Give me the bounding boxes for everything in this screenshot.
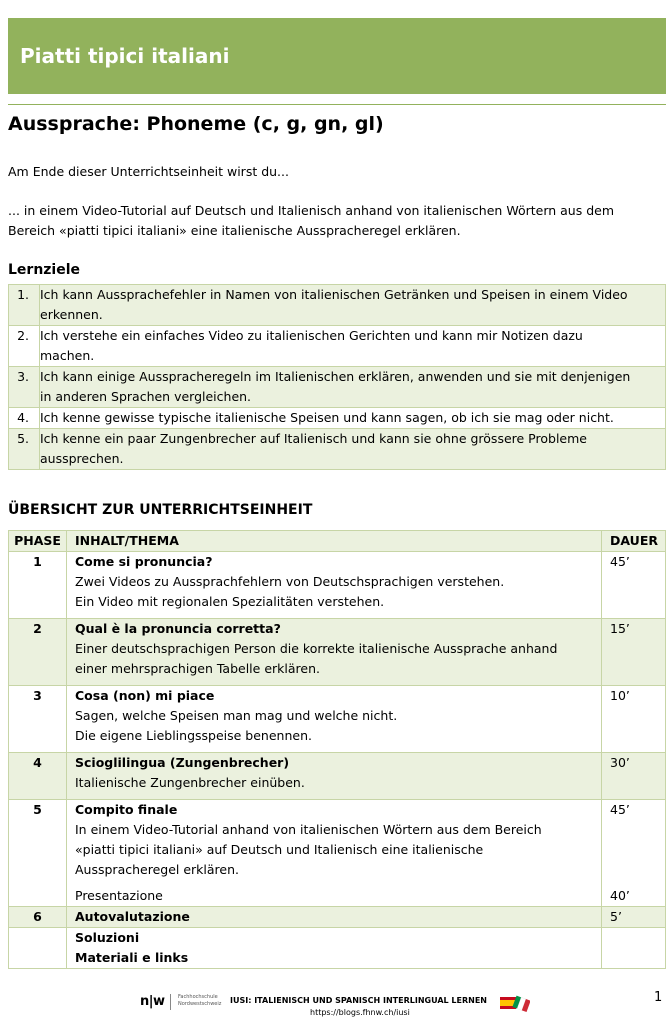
goal-row <box>9 367 666 408</box>
intro-text: Am Ende dieser Unterrichtseinheit wirst du... <box>8 164 289 179</box>
page-number: 1 <box>654 990 663 1005</box>
intro-line: Bereich «piatti tipici italiani» eine italienische Ausspracheregel erklären. <box>8 223 461 238</box>
goal-number: 5. <box>9 429 40 470</box>
row-title: Materiali e links <box>75 950 189 965</box>
goals-table <box>8 284 666 470</box>
row-content <box>67 928 602 969</box>
row-duration: 30’ <box>602 753 666 800</box>
goal-line: Ich kenne gewisse typische italienische Speisen und kann sagen, ob ich sie mag oder nicht. <box>40 410 614 425</box>
logo-text <box>178 994 221 1008</box>
phase-number: 5 <box>9 800 67 907</box>
intro-line: ... in einem Video-Tutorial auf Deutsch und Italienisch anhand von italienischen Wörtern aus dem <box>8 203 615 218</box>
header-phase: PHASE <box>9 531 67 552</box>
row-duration: 10’ <box>602 686 666 753</box>
row-duration: 15’ <box>602 619 666 686</box>
header-content: INHALT/THEMA <box>67 531 602 552</box>
goal-line: aussprechen. <box>40 451 124 466</box>
row-title: Autovalutazione <box>67 907 602 928</box>
goal-text <box>40 367 666 408</box>
table-row <box>9 907 666 928</box>
goal-line: erkennen. <box>40 307 103 322</box>
row-title: Cosa (non) mi piace <box>75 688 215 703</box>
overview-heading: ÜBERSICHT ZUR UNTERRICHTSEINHEIT <box>8 502 313 518</box>
goal-number: 2. <box>9 326 40 367</box>
section-heading: Aussprache: Phoneme (c, g, gn, gl) <box>8 113 384 135</box>
goal-row <box>9 326 666 367</box>
row-line: Die eigene Lieblingsspeise benennen. <box>75 728 312 743</box>
phase-number <box>9 928 67 969</box>
page-title: Piatti tipici italiani <box>20 44 230 68</box>
goal-text <box>40 326 666 367</box>
footer-link[interactable]: https://blogs.fhnw.ch/iusi <box>310 1008 410 1017</box>
phase-number: 3 <box>9 686 67 753</box>
row-title: Compito finale <box>75 802 178 817</box>
row-duration-cell <box>602 800 666 907</box>
goals-heading: Lernziele <box>8 262 81 278</box>
goal-line: Ich verstehe ein einfaches Video zu italienischen Gerichten und kann mir Notizen dazu <box>40 328 583 343</box>
schedule-table <box>8 530 666 969</box>
row-line: Ausspracheregel erklären. <box>75 862 239 877</box>
row-line: Zwei Videos zu Aussprachfehlern von Deutschsprachigen verstehen. <box>75 574 505 589</box>
goal-line: machen. <box>40 348 95 363</box>
table-row <box>9 619 666 686</box>
goal-row <box>9 429 666 470</box>
phase-number: 4 <box>9 753 67 800</box>
row-content <box>67 753 602 800</box>
table-row <box>9 800 666 907</box>
goal-row <box>9 408 666 429</box>
table-row <box>9 686 666 753</box>
row-line: «piatti tipici italiani» auf Deutsch und Italienisch eine italienische <box>75 842 484 857</box>
page-footer <box>0 990 672 1024</box>
phase-number: 2 <box>9 619 67 686</box>
logo-divider <box>170 994 171 1010</box>
title-banner <box>8 18 666 94</box>
row-line: Sagen, welche Speisen man mag und welche nicht. <box>75 708 398 723</box>
flags-icon <box>500 994 530 1014</box>
row-subitem-duration: 40’ <box>610 888 630 903</box>
table-row <box>9 753 666 800</box>
row-duration: 45’ <box>610 802 630 817</box>
divider <box>8 104 666 105</box>
row-duration: 5’ <box>602 907 666 928</box>
row-duration: 45’ <box>602 552 666 619</box>
row-title: Come si pronuncia? <box>75 554 213 569</box>
row-content <box>67 552 602 619</box>
row-content <box>67 686 602 753</box>
row-line: In einem Video-Tutorial anhand von italienischen Wörtern aus dem Bereich <box>75 822 542 837</box>
row-content <box>67 619 602 686</box>
logo-line: Fachhochschule <box>178 994 218 1000</box>
phase-number: 6 <box>9 907 67 928</box>
header-duration: DAUER <box>602 531 666 552</box>
goal-text <box>40 429 666 470</box>
goal-number: 4. <box>9 408 40 429</box>
goal-text <box>40 285 666 326</box>
goal-line: in anderen Sprachen vergleichen. <box>40 389 252 404</box>
row-line: Ein Video mit regionalen Spezialitäten verstehen. <box>75 594 385 609</box>
row-line: Einer deutschsprachigen Person die korrekte italienische Aussprache anhand <box>75 641 558 656</box>
row-subitem: Presentazione <box>75 888 163 903</box>
row-title: Soluzioni <box>75 930 140 945</box>
table-header-row <box>9 531 666 552</box>
row-line: einer mehrsprachigen Tabelle erklären. <box>75 661 320 676</box>
goal-line: Ich kann einige Ausspracheregeln im Italienischen erklären, anwenden und sie mit denjenigen <box>40 369 631 384</box>
goal-text <box>40 408 666 429</box>
table-row <box>9 552 666 619</box>
goal-row <box>9 285 666 326</box>
logo-line: Nordwestschweiz <box>178 1001 222 1007</box>
intro-paragraph <box>8 201 658 241</box>
row-duration <box>602 928 666 969</box>
goal-number: 3. <box>9 367 40 408</box>
footer-title: IUSI: ITALIENISCH UND SPANISCH INTERLINGUAL LERNEN <box>230 996 487 1005</box>
row-title: Qual è la pronuncia corretta? <box>75 621 281 636</box>
phase-number: 1 <box>9 552 67 619</box>
row-content <box>67 800 602 907</box>
goal-line: Ich kann Aussprachefehler in Namen von italienischen Getränken und Speisen in einem Video <box>40 287 628 302</box>
goal-number: 1. <box>9 285 40 326</box>
row-title: Scioglilingua (Zungenbrecher) <box>75 755 290 770</box>
row-line: Italienische Zungenbrecher einüben. <box>75 775 305 790</box>
goal-line: Ich kenne ein paar Zungenbrecher auf Italienisch und kann sie ohne grössere Probleme <box>40 431 587 446</box>
table-row <box>9 928 666 969</box>
fhnw-logo: n|w <box>140 994 165 1009</box>
